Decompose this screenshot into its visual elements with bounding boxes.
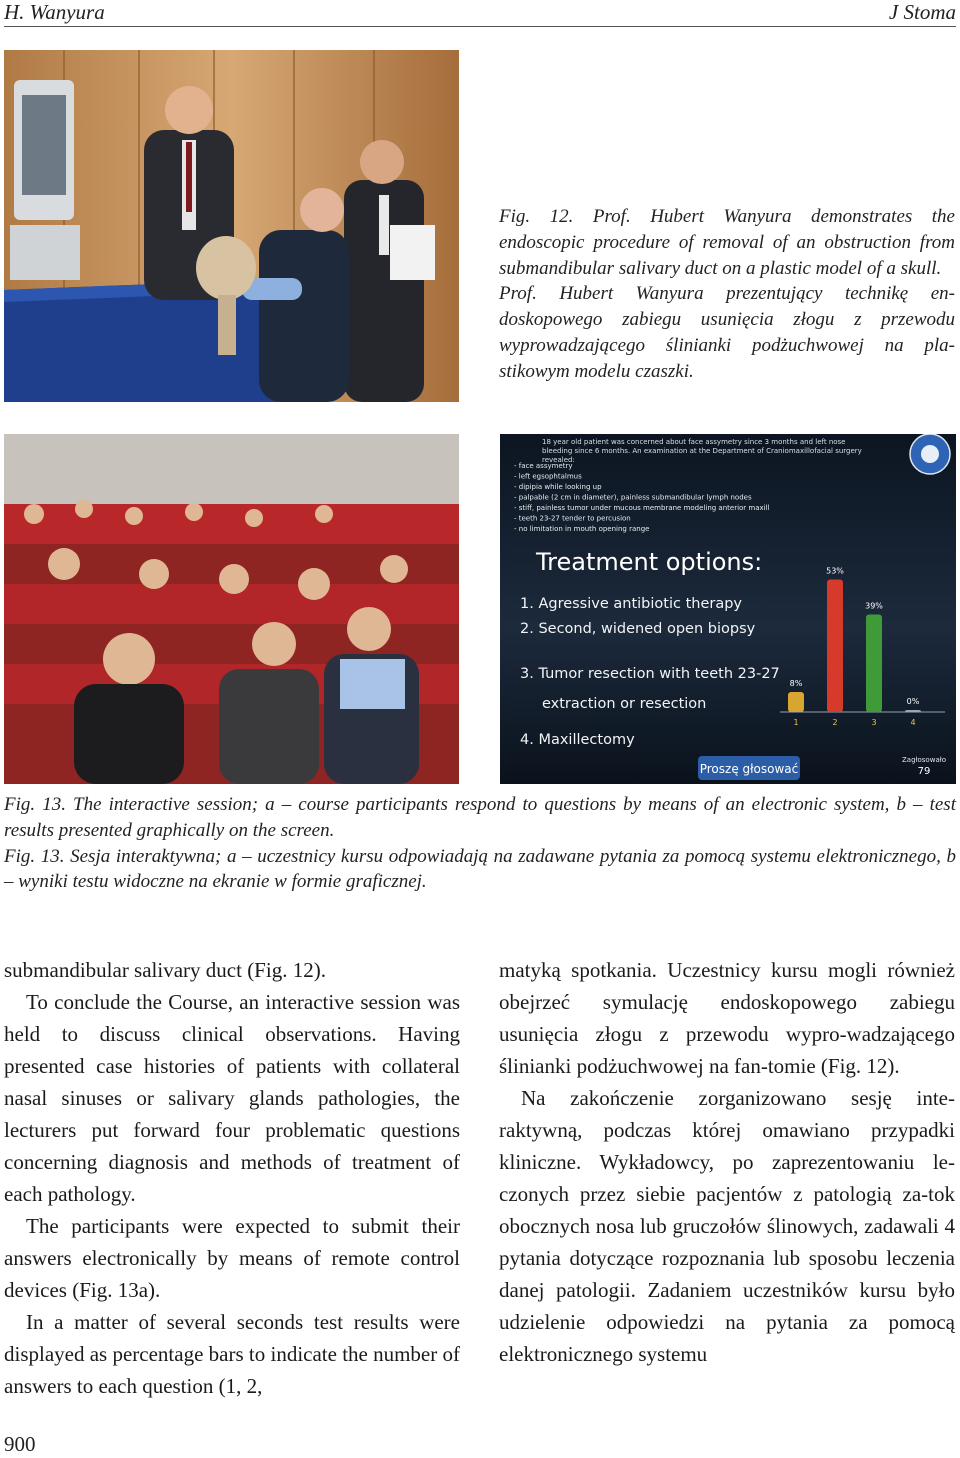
- slide-finding-item: - stiff, painless tumor under mucous membrane modeling anterior maxill: [514, 504, 770, 512]
- figure-13b-slide: [500, 434, 956, 784]
- running-header-journal: J Stoma: [888, 0, 956, 24]
- page-number: 900: [4, 1432, 36, 1456]
- chart-value-label: 8%: [789, 679, 803, 688]
- slide-finding-item: - no limitation in mouth opening range: [514, 525, 650, 533]
- figure-12-caption-en: Fig. 12. Prof. Hubert Wanyura demonstrates the endoscopic procedure of removal of an obstruction from submandibular salivary duct on a plastic model of a skull.: [499, 206, 955, 279]
- chart-value-label: 53%: [826, 566, 844, 576]
- slide-option-item: extraction or resection: [542, 696, 707, 712]
- slide-intro-line: 18 year old patient was concerned about face assymetry since 3 months and left nose: [542, 438, 846, 446]
- figure-12-photo: [4, 50, 459, 402]
- chart-value-label: 0%: [906, 697, 920, 706]
- audience-photo-illustration: [4, 434, 459, 784]
- body-paragraph: In a matter of several seconds test results were displayed as percentage bars to indicate the number of answers to each question (1, 2,: [4, 1310, 460, 1398]
- slide-finding-item: - teeth 23-27 tender to percusion: [514, 514, 631, 523]
- votes-count: 79: [917, 766, 931, 777]
- header-divider: [4, 26, 956, 27]
- body-paragraph: matyką spotkania. Uczestnicy kursu mogli również obejrzeć symulację endoskopowego zabiegu usunięcia złogu z przewodu wypro-wadzającego ślinianki podżuchwowej na fan-tomie (Fig. 12).: [499, 958, 955, 1078]
- figure-13-caption-pl: Fig. 13. Sesja interaktywna; a – uczestnicy kursu odpowiadają na zadawane pytania za pomocą systemu elektronicznego, b – wyniki testu widoczne na ekranie w formie graficznej.: [4, 845, 956, 893]
- votes-label: Zagłosowało: [901, 756, 947, 764]
- slide-finding-item: - palpable (2 cm in diameter), painless submandibular lymph nodes: [514, 493, 752, 502]
- demonstration-photo-illustration: [4, 50, 459, 402]
- chart-value-label: 39%: [865, 601, 883, 611]
- figure-13a-photo: [4, 434, 459, 784]
- chart-bar-1: [788, 692, 804, 712]
- slide-intro-line: revealed:: [542, 456, 575, 464]
- chart-category-label: 3: [871, 718, 877, 727]
- body-column-polish: [499, 954, 955, 1370]
- vote-button-label: Proszę głosować: [699, 762, 799, 776]
- body-paragraph: The participants were expected to submit their answers electronically by means of remote control devices (Fig. 13a).: [4, 1214, 460, 1302]
- body-paragraph: submandibular salivary duct (Fig. 12).: [4, 958, 326, 982]
- slide-heading: Treatment options:: [536, 548, 763, 576]
- chart-bar-4: [905, 710, 921, 712]
- slide-option-item: 3. Tumor resection with teeth 23-27: [520, 666, 780, 682]
- body-paragraph: Na zakończenie zorganizowano sesję inte-raktywną, podczas której omawiano przypadki kliniczne. Wykładowcy, po zaprezentowaniu le-czonych przez siebie pacjentów z patologią za-tok obocznych nosa lub gruczołów ślinowych, zadawali 4 pytania dotyczące rozpoznania lub sposobu leczenia danej patologii. Zadaniem uczestników kursu było udzielenie odpowiedzi na pytania za pomocą elektronicznego systemu: [499, 1086, 955, 1366]
- figure-13-caption-en: Fig. 13. The interactive session; a – course participants respond to questions by means of an electronic system, b – test results presented graphically on the screen.: [4, 794, 956, 841]
- slide-finding-item: - face assymetry: [514, 462, 573, 470]
- body-column-english: [4, 954, 460, 1402]
- chart-category-label: 4: [910, 718, 916, 727]
- slide-finding-item: - left egsophtalmus: [514, 472, 582, 481]
- slide-option-item: 4. Maxillectomy: [520, 732, 635, 748]
- slide-finding-item: - dipipia while looking up: [514, 483, 602, 491]
- figure-13-caption: [4, 792, 956, 895]
- chart-bar-3: [866, 615, 882, 713]
- figure-12-caption: [499, 204, 955, 385]
- body-paragraph: To conclude the Course, an interactive session was held to discuss clinical observations. Having presented case histories of patients with collateral nasal sinuses or salivary glands pathologies, the lecturers put forward four problematic questions concerning diagnosis and methods of treatment of each pathology.: [4, 990, 460, 1206]
- slide-intro-line: bleeding since 6 months. An examination at the Department of Craniomaxillofacial surgery: [542, 447, 862, 455]
- presentation-slide: [500, 434, 956, 784]
- slide-option-item: 2. Second, widened open biopsy: [520, 621, 756, 637]
- chart-category-label: 2: [832, 718, 838, 727]
- running-header-authors: H. Wanyura: [4, 0, 105, 24]
- slide-option-item: 1. Agressive antibiotic therapy: [520, 596, 742, 612]
- chart-category-label: 1: [793, 718, 799, 727]
- chart-bar-2: [827, 580, 843, 713]
- figure-12-caption-pl: Prof. Hubert Wanyura prezentujący technikę en-doskopowego zabiegu usunięcia złogu z przewodu wyprowadzającego ślinianki podżuchwowej na pla-stikowym modelu czaszki.: [499, 283, 955, 382]
